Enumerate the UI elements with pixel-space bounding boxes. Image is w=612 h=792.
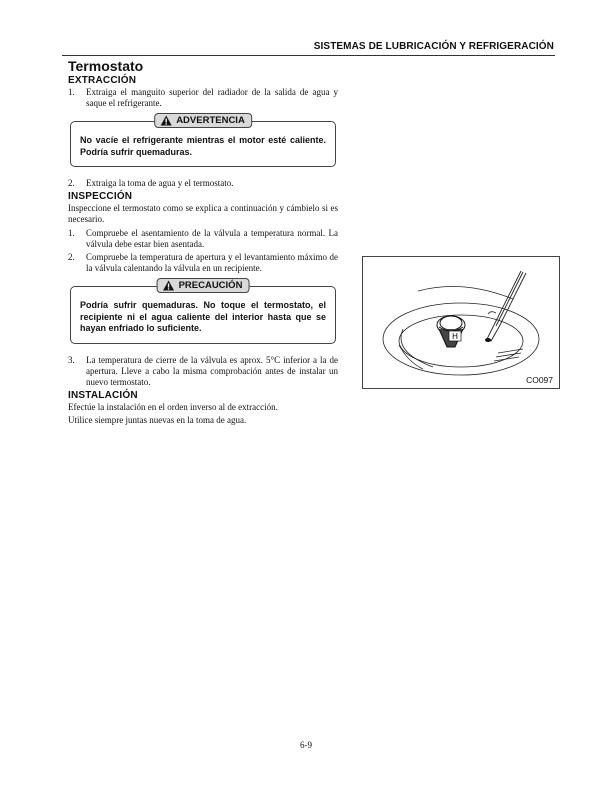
caution-badge <box>157 278 250 293</box>
step-text: Compruebe el asentamiento de la válvula a temperatura normal. La válvula debe estar bien asentada. <box>86 228 338 249</box>
main-column <box>68 58 338 426</box>
inspection-step-1 <box>68 228 338 250</box>
step-number: 3. <box>68 354 75 365</box>
inspection-step-2 <box>68 252 338 274</box>
inspection-heading: INSPECCIÓN <box>68 191 133 202</box>
step-text: La temperatura de cierre de la válvula es aprox. 5°C inferior a la de apertura. Lleve a cabo la misma comprobación antes de instalar un nuevo termostato. <box>86 354 338 387</box>
thermostat-figure <box>362 256 560 389</box>
step-number: 2. <box>68 178 75 188</box>
extraction-heading: EXTRACCIÓN <box>68 75 137 86</box>
step-text: Extraiga el manguito superior del radiador de la salida de agua y saque el refrigerante. <box>86 87 338 108</box>
page-number: 6-9 <box>300 740 312 750</box>
installation-line-2: Utilice siempre juntas nuevas en la toma de agua. <box>68 414 247 425</box>
step-text: Extraiga la toma de agua y el termostato. <box>86 178 234 188</box>
page-title: Termostato <box>68 58 144 74</box>
warning-text: No vacíe el refrigerante mientras el motor esté caliente. Podría sufrir quemaduras. <box>80 135 326 157</box>
caution-text: Podría sufrir quemaduras. No toque el termostato, el recipiente ni el agua caliente del interior hasta que se hayan enfriado lo suficiente. <box>80 300 326 333</box>
callout-label: H <box>452 332 458 341</box>
caution-label: PRECAUCIÓN <box>178 280 243 291</box>
warning-badge <box>154 113 252 128</box>
warning-triangle-icon <box>160 115 172 126</box>
warning-label: ADVERTENCIA <box>176 115 245 126</box>
caution-box <box>70 280 336 344</box>
header-divider <box>62 55 555 56</box>
figure-code: CO097 <box>526 375 553 385</box>
inspection-intro: Inspeccione el termostato como se explica a continuación y cámbielo si es necesario. <box>68 203 338 224</box>
thermostat-in-water-illustration <box>363 257 559 388</box>
warning-box <box>70 115 336 167</box>
step-text: Compruebe la temperatura de apertura y el levantamiento máximo de la válvula calentando la válvula en un recipiente. <box>86 252 338 273</box>
extraction-step-2 <box>68 178 338 189</box>
step-number: 1. <box>68 87 75 97</box>
step-number: 2. <box>68 252 75 262</box>
warning-triangle-icon <box>163 280 175 291</box>
section-header: SISTEMAS DE LUBRICACIÓN Y REFRIGERACIÓN <box>313 41 554 52</box>
installation-line-1: Efectúe la instalación en el orden inverso al de extracción. <box>68 401 278 412</box>
installation-heading: INSTALACIÓN <box>68 389 138 401</box>
inspection-step-3 <box>68 355 338 388</box>
extraction-step-1 <box>68 87 338 109</box>
step-number: 1. <box>68 228 75 238</box>
